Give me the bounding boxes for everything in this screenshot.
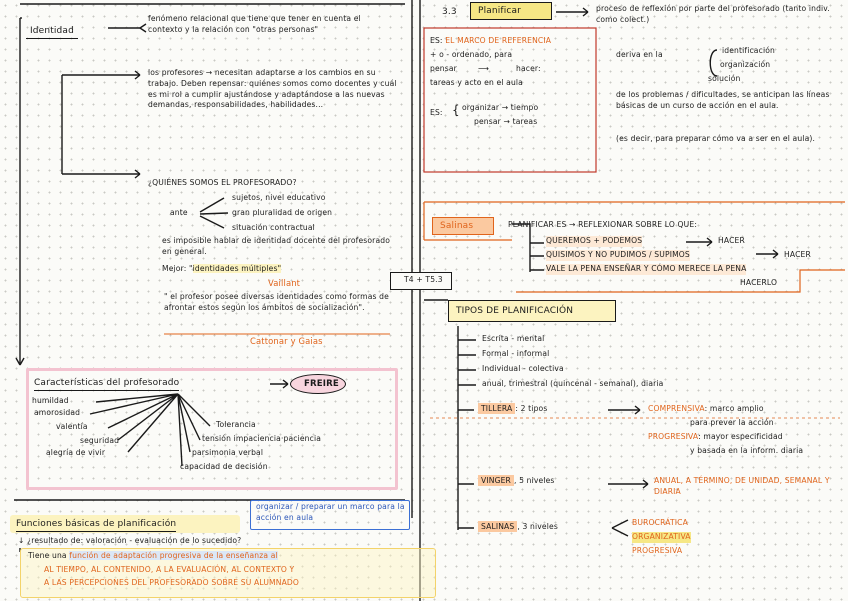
tiene-line xyxy=(28,551,278,562)
tillera-label: TILLERA xyxy=(478,403,515,414)
ante-label: ante xyxy=(170,208,188,217)
reflexion-result: HACER xyxy=(718,236,745,245)
tillera-line xyxy=(478,404,547,415)
vinger-levels: ANUAL, A TÉRMINO, DE UNIDAD, SEMANAL Y DIARIA xyxy=(654,476,830,496)
es2-brace: { xyxy=(452,103,460,117)
es-marco-label: ES: xyxy=(430,36,443,45)
salinas-level: BUROCRÁTICA xyxy=(632,518,688,527)
es-marco-highlight: EL MARCO DE REFERENCIA xyxy=(445,36,552,45)
reflexion-line: QUISIMOS Y NO PUDIMOS / SUPIMOS xyxy=(546,250,690,259)
tipos-list-item: Individual - colectiva xyxy=(482,364,564,373)
caracteristica-item: parsimonia verbal xyxy=(192,448,264,457)
identidad-quote: " el profesor posee diversas identidades como formas de afrontar estos según los ámbitos de socialización". xyxy=(164,292,389,312)
quote-author: Cattonar y Gaias xyxy=(250,336,323,346)
reflexionar: PLANIFICAR ES → REFLEXIONAR SOBRE LO QUE: xyxy=(508,220,698,229)
salinas-label: SALINAS xyxy=(478,521,517,532)
caracteristica-item: alegría de vivir xyxy=(46,448,106,457)
tiene-highlight: función de adaptación progresiva de la enseñanza al xyxy=(69,551,278,560)
vinger-line xyxy=(478,476,555,487)
pensar-left: pensar xyxy=(430,64,457,73)
tiene-prefix: Tiene una xyxy=(28,551,67,560)
caracteristica-item: Tolerancia xyxy=(216,420,256,429)
identidad-profesores: los profesores → necesitan adaptarse a los cambios en su trabajo. Deben repensar: quiénes somos como docentes y cuál es mi rol a cumplir ajustándose y adaptándose a las nuevas demandas, responsabilidades, habilidades... xyxy=(148,68,397,110)
ante-item: situación contractual xyxy=(232,223,315,232)
identidad-impossible: es imposible hablar de identidad docente del profesorado en general. xyxy=(162,236,391,256)
vinger-label: VINGER xyxy=(478,475,514,486)
planificar-definition: proceso de reflexión por parte del profesorado (tanto indiv. como colect.) xyxy=(596,4,830,24)
reflexion-result: HACERLO xyxy=(740,278,778,287)
funciones-title: Funciones básicas de planificación xyxy=(16,518,176,532)
salinas-level: ORGANIZATIVA xyxy=(632,532,691,541)
progresiva-text2: y basada en la inform. diaria xyxy=(690,446,804,455)
mejor-author: Vaillant xyxy=(268,278,301,288)
tipos-list-item: Formal - informal xyxy=(482,349,550,358)
tipos-list-item: Escrita - mental xyxy=(482,334,545,343)
caracteristica-item: valentía xyxy=(56,422,88,431)
caracteristica-item: amorosidad xyxy=(34,408,81,417)
progresiva-line xyxy=(648,432,783,443)
planificar-number: 3.3 xyxy=(442,7,457,17)
reflexion-line: VALE LA PENA ENSEÑAR Y CÓMO MERECE LA PENA xyxy=(546,264,747,273)
deriva-item: solución xyxy=(708,74,741,83)
ante-item: gran pluralidad de origen xyxy=(232,208,333,217)
identidad-title: Identidad xyxy=(30,26,74,36)
tipos-list-item: anual, trimestral (quincenal - semanal), diaria xyxy=(482,379,664,388)
deriva-text: de los problemas / dificultades, se anticipan las líneas básicas de un curso de acción en el aula. xyxy=(616,90,830,110)
salinas-tag: Salinas xyxy=(440,221,474,231)
ante-item: sujetos, nivel educativo xyxy=(232,193,326,202)
salinas-line xyxy=(478,522,558,533)
caracteristica-item: seguridad xyxy=(80,436,120,445)
center-tag: T4 + T5.3 xyxy=(404,275,443,284)
tareas: tareas y acto en el aula xyxy=(430,78,523,87)
pensar-arrow: ⟶ xyxy=(478,64,490,73)
salinas-suffix: , 3 niveles xyxy=(517,522,558,531)
comprensiva-label: COMPRENSIVA xyxy=(648,404,705,413)
progresiva-label: PROGRESIVA xyxy=(648,432,699,441)
deriva-item: identificación xyxy=(722,46,775,55)
identidad-question: ¿QUIÉNES SOMOS EL PROFESORADO? xyxy=(148,178,297,187)
mejor-prefix: Mejor: " xyxy=(162,264,193,273)
es-marco-line xyxy=(430,36,551,47)
tipos-title: TIPOS DE PLANIFICACIÓN xyxy=(456,306,574,316)
pensar-right: hacer: xyxy=(516,64,541,73)
caracteristicas-title: Características del profesorado xyxy=(34,377,179,391)
funciones-line3: A LAS PERCEPCIONES DEL PROFESORADO SOBRE SU ALUMNADO xyxy=(44,578,300,587)
deriva-prefix: deriva en la xyxy=(616,50,663,59)
mejor-line xyxy=(162,264,281,275)
planificar-title: Planificar xyxy=(478,6,521,16)
comprensiva-text2: para prever la acción xyxy=(690,418,774,427)
funciones-resultado: ↓ ¿resultado de: valoración - evaluación de lo sucedido? xyxy=(18,536,242,545)
reflexion-result: HACER xyxy=(784,250,811,259)
es-marco-rest: + o - ordenado, para xyxy=(430,50,513,59)
es2-top: organizar → tiempo xyxy=(462,103,539,112)
caracteristica-item: humildad xyxy=(32,396,69,405)
deriva-item: organización xyxy=(720,60,771,69)
mejor-highlight: identidades múltiples" xyxy=(192,264,282,273)
salinas-level: PROGRESIVA xyxy=(632,546,683,555)
es-decir: (es decir, para preparar cómo va a ser en el aula). xyxy=(616,134,816,143)
tillera-suffix: : 2 tipos xyxy=(515,404,548,413)
es2-bottom: pensar → tareas xyxy=(474,117,538,126)
caracteristica-item: capacidad de decisión xyxy=(180,462,268,471)
caracteristica-item: tensión impaciencia·paciencia xyxy=(202,434,322,443)
comprensiva-line xyxy=(648,404,764,415)
funciones-box-text: organizar / preparar un marco para la acción en aula xyxy=(256,502,405,522)
identidad-title-box xyxy=(26,18,78,39)
freire-label: FREIRE xyxy=(304,379,339,389)
funciones-line2: AL TIEMPO, AL CONTENIDO, A LA EVALUACIÓN, AL CONTEXTO Y xyxy=(44,565,295,574)
reflexion-line: QUEREMOS + PODEMOS xyxy=(546,236,643,245)
progresiva-text: : mayor especificidad xyxy=(698,432,783,441)
vinger-suffix: , 5 niveles xyxy=(513,476,555,485)
es2-label: ES: xyxy=(430,108,443,117)
identidad-definition: fenómeno relacional que tiene que tener en cuenta el contexto y la relación con "otras personas" xyxy=(148,14,361,34)
comprensiva-text: : marco amplio xyxy=(704,404,764,413)
